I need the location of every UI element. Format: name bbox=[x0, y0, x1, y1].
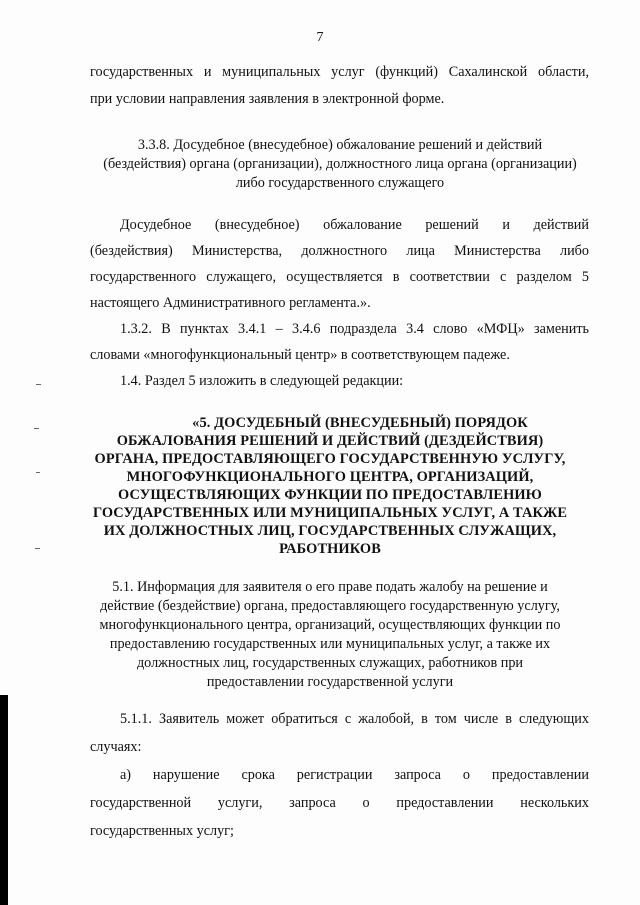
subheading-line: (бездействия) органа (организации), должностного лица органа (организации) bbox=[103, 156, 577, 172]
subheading-line: должностных лиц, государственных служащих, работников при bbox=[136, 655, 524, 671]
page-number: 7 bbox=[316, 30, 324, 45]
text-line: Досудебное (внесудебное) обжалование решений и действий bbox=[120, 217, 589, 233]
scan-mark bbox=[35, 548, 40, 549]
subheading-line: 5.1. Информация для заявителя о его праве подать жалобу на решение и bbox=[112, 579, 548, 595]
text-line: словами «многофункциональный центр» в соответствующем падеже. bbox=[90, 347, 510, 363]
text-line: а) нарушение срока регистрации запроса о предоставлении bbox=[120, 767, 589, 783]
scan-mark bbox=[36, 384, 41, 385]
section-title-line: ОСУЩЕСТВЛЯЮЩИХ ФУНКЦИИ ПО ПРЕДОСТАВЛЕНИЮ bbox=[118, 487, 542, 503]
section-title-line: ИХ ДОЛЖНОСТНЫХ ЛИЦ, ГОСУДАРСТВЕННЫХ СЛУЖАЩИХ, bbox=[103, 523, 557, 539]
text-line: 1.3.2. В пунктах 3.4.1 – 3.4.6 подраздела 3.4 слово «МФЦ» заменить bbox=[120, 321, 589, 337]
scan-mark bbox=[36, 472, 40, 473]
section-title-line: ОБЖАЛОВАНИЯ РЕШЕНИЙ И ДЕЙСТВИЙ (ДЕЗДЕЙСТВИЯ) bbox=[116, 433, 544, 449]
section-title-line: ГОСУДАРСТВЕННЫХ ИЛИ МУНИЦИПАЛЬНЫХ УСЛУГ, А ТАКЖЕ bbox=[92, 505, 568, 521]
text-line: 1.4. Раздел 5 изложить в следующей редакции: bbox=[120, 373, 404, 389]
text-line: (бездействия) Министерства, должностного лица Министерства либо bbox=[90, 243, 589, 259]
subheading-line: либо государственного служащего bbox=[235, 175, 445, 191]
subheading-line: предоставлению государственных или муниципальных услуг, а также их bbox=[109, 636, 551, 652]
text-line: при условии направления заявления в электронной форме. bbox=[90, 91, 445, 107]
subheading-line: многофункционального центра, организаций, осуществляющих функции по bbox=[99, 617, 561, 633]
section-title-line: МНОГОФУНКЦИОНАЛЬНОГО ЦЕНТРА, ОРГАНИЗАЦИЙ, bbox=[126, 469, 534, 485]
scan-edge-bar bbox=[0, 695, 8, 905]
text-line: государственных услуг; bbox=[90, 823, 234, 839]
scan-mark bbox=[34, 428, 39, 429]
text-line: государственной услуги, запроса о предоставлении нескольких bbox=[90, 795, 589, 811]
section-title-line: «5. ДОСУДЕБНЫЙ (ВНЕСУДЕБНЫЙ) ПОРЯДОК bbox=[192, 415, 528, 431]
text-line: случаях: bbox=[90, 739, 142, 755]
text-line: государственных и муниципальных услуг (функций) Сахалинской области, bbox=[90, 64, 589, 80]
subheading-line: предоставлении государственной услуги bbox=[206, 674, 454, 690]
text-line: настоящего Административного регламента.». bbox=[90, 295, 371, 311]
section-title-line: ОРГАНА, ПРЕДОСТАВЛЯЮЩЕГО ГОСУДАРСТВЕННУЮ УСЛУГУ, bbox=[94, 451, 566, 467]
text-line: государственного служащего, осуществляется в соответствии с разделом 5 bbox=[90, 269, 589, 285]
section-title-line: РАБОТНИКОВ bbox=[279, 541, 381, 557]
text-line: 5.1.1. Заявитель может обратиться с жалобой, в том числе в следующих bbox=[120, 711, 589, 727]
subheading-line: 3.3.8. Досудебное (внесудебное) обжалование решений и действий bbox=[137, 137, 543, 153]
subheading-line: действие (бездействие) органа, предоставляющего государственную услугу, bbox=[100, 598, 560, 614]
